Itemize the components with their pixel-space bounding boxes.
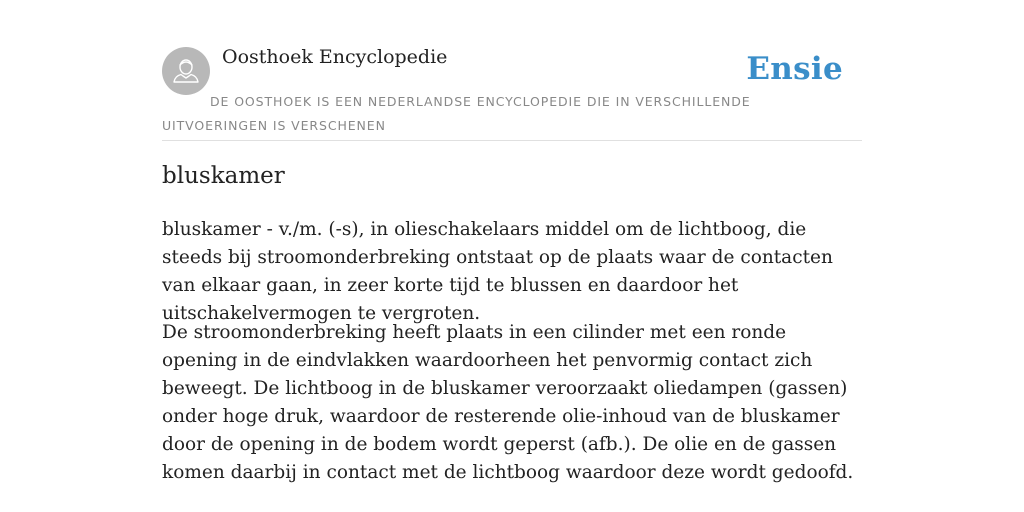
source-header: [162, 0, 862, 141]
user-silhouette-icon: [162, 47, 210, 95]
article-paragraph-1: bluskamer - v./m. (-s), in olieschakelaars middel om de lichtboog, die steeds bij stroomonderbreking ontstaat op de plaats waar de contacten van elkaar gaan, in zeer korte tijd te blussen en daardoor het uitschakelvermogen te vergroten.: [162, 219, 833, 324]
article-title: bluskamer: [162, 163, 285, 189]
source-avatar[interactable]: [162, 47, 210, 95]
page: [162, 0, 862, 483]
source-title-link[interactable]: Oosthoek Encyclopedie: [222, 46, 448, 68]
ensie-logo[interactable]: Ensie: [746, 51, 843, 87]
article-paragraph-2: De stroomonderbreking heeft plaats in een cilinder met een ronde opening in de eindvlakken waardoorheen het penvormig contact zich beweegt. De lichtboog in de bluskamer veroorzaakt oliedampen (gassen) onder hoge druk, waardoor de resterende olie-inhoud van de bluskamer door de opening in de bodem wordt geperst (afb.). De olie en de gassen komen daarbij in contact met de lichtboog waardoor deze wordt gedoofd.: [162, 322, 854, 483]
source-tagline: DE OOSTHOEK IS EEN NEDERLANDSE ENCYCLOPEDIE DIE IN VERSCHILLENDE UITVOERINGEN IS VERSCHENEN: [162, 94, 751, 133]
